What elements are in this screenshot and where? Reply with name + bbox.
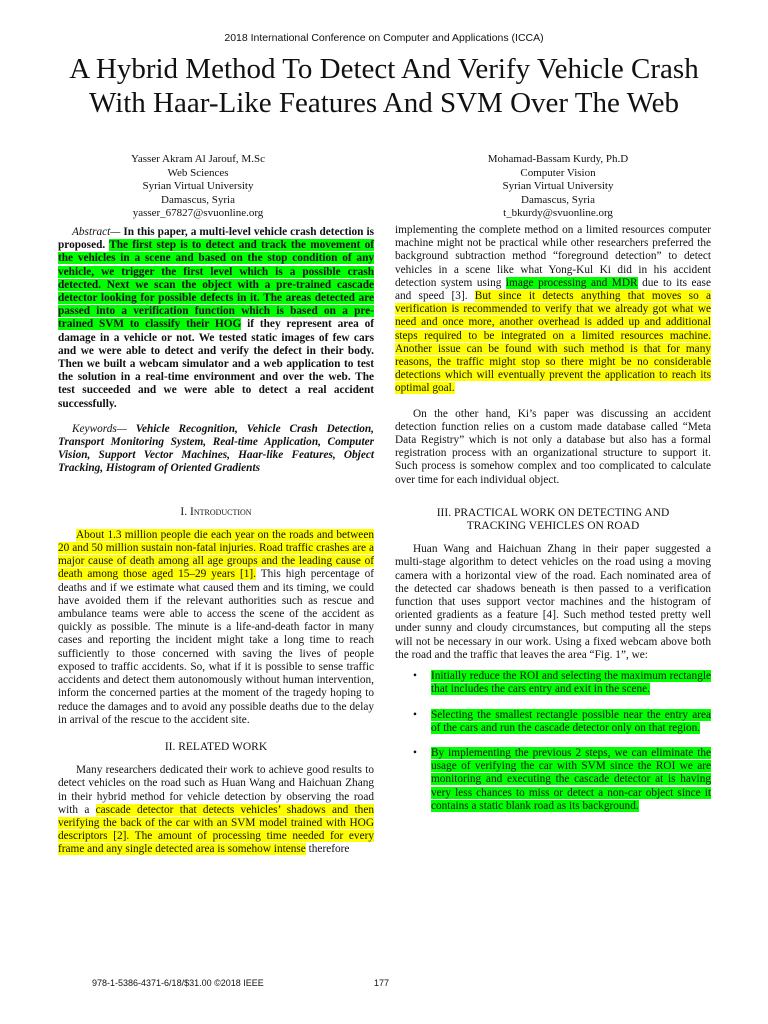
related-highlight: cascade detector that detects vehicles’ shadows and then verifying the back of the car with an SVM model trained with HOG descriptors [2]. The amount of processing time needed for every frame and any single detected area is somehow intense (58, 803, 374, 856)
list-item (395, 670, 711, 696)
bullet-icon: • (413, 746, 417, 759)
related-paragraph (58, 764, 374, 856)
bullet-icon: • (413, 708, 417, 721)
approach-list (395, 670, 711, 813)
conference-header: 2018 International Conference on Computer and Applications (ICCA) (224, 32, 544, 44)
section-heading-related-work: II. RELATED WORK (164, 740, 268, 753)
related-tail: therefore (305, 843, 350, 856)
intro-rest: This high percentage of deaths and if we estimate what caused them and its timing, we could have avoided them if the relevant authorities such as rescue and ambulance teams were able to access the scene of the accident as quickly as possible. The minute is a life-and-death factor in many cases and reporting the incident might take a long time to reach sufficiently to those concerned with saving the lives of people exposed to traffic accidents. So, what if it is possible to sense traffic accidents and detect them autonomously without human intervention, inform the concerned parties at the moment of the tragedy hoping to reduce the damages and to avoid any possible deaths due to the delay in arrival of the rescue to the accident site. (58, 568, 375, 726)
author-org: Syrian Virtual University (142, 180, 254, 192)
p1-yellow-highlight: But since it detects anything that moves so a verification is recommended to verify that we already got what we need and once more, another overhead is added up and additional steps required to be integrated on a limited resources machine. Another issue can be found with such method is that for many reasons, the traffic might stop so there might be no considerable detections which will eventually prevent the application to reach its optimal goal. (395, 290, 711, 395)
continued-paragraph (395, 224, 711, 396)
bullet-text: By implementing the previous 2 steps, we can eliminate the usage of verifying the car with SVM since the ROI we are monitoring and executing the cascade detector at is having very less chances to miss or detect a non-car object since it contains a static blank road as its background. (431, 746, 711, 812)
paper-title: A Hybrid Method To Detect And Verify Vehicle Crash With Haar-Like Features And SVM Over The Web (69, 53, 699, 119)
author-email: yasser_67827@svuonline.org (132, 207, 264, 219)
author-name: Mohamad-Bassam Kurdy, Ph.D (487, 153, 629, 165)
author-dept: Computer Vision (520, 166, 596, 179)
keywords-text: Vehicle Recognition, Vehicle Crash Detection, Transport Monitoring System, Real-time Application, Computer Vision, Support Vector Machines, Haar-like Features, Object Tracking, Histogram of Oriented Gradients (58, 422, 374, 475)
abstract-highlight: The first step is to detect and track the movement of the vehicles in a scene and based on the stop condition of any vehicle, we trigger the first level which is a possible crash detected. Next we scan the object with a pre-trained cascade detector looking for possible defects in it. The areas detected are passed into a verification function which is based on a pre-trained SVM to classify their HOG (58, 239, 375, 331)
practical-paragraph: Huan Wang and Haichuan Zhang in their paper suggested a multi-stage algorithm to detect vehicles on the road using a moving camera with a horizontal view of the road. Each nominated area of the detected car shadows beneath is then passed to a verification function that uses support vector machines and the histogram of oriented gradients as a feature [4]. Such method tested pretty well under sunny and cloudy circumstances, but computing all the steps will not be necessary in our work. Using a fixed webcam above both the road and the traffic that leaves the area “Fig. 1”, we: (395, 543, 711, 661)
section-heading-line1: III. PRACTICAL WORK ON DETECTING AND (436, 506, 670, 519)
footer-isbn: 978-1-5386-4371-6/18/$31.00 ©2018 IEEE (92, 978, 264, 988)
abstract (58, 226, 374, 411)
author-dept: Web Sciences (167, 166, 229, 179)
p1-green-highlight: image processing and MDR (505, 276, 638, 289)
section-number: I. (180, 505, 188, 518)
intro-highlight: About 1.3 million people die each year on the roads and between 20 and 50 million sustain non-fatal injuries. Road traffic crashes are a major cause of death among all age groups and the leading cause of death among those aged 15–29 years [1]. (58, 528, 374, 581)
abstract-rest: if they represent area of damage in a vehicle or not. We tested static images of few cars and we were able to detect and verify the defect in their body. Then we built a webcam simulator and a web application to test the solution in a real-time environment and over the web. The test succeeded and we were able to detect a real accident successfully. (58, 318, 374, 410)
page-number: 177 (374, 978, 390, 988)
section-title: Introduction (189, 505, 252, 518)
list-item (395, 747, 711, 813)
section-heading-introduction (58, 506, 374, 519)
left-column (58, 226, 374, 857)
p1-mid: due to its ease and speed [3]. (395, 276, 711, 303)
author-block-2 (448, 153, 668, 221)
author-email: t_bkurdy@svuonline.org (503, 207, 613, 219)
author-block-1 (88, 153, 308, 221)
abstract-lead: In this paper, a multi-level vehicle crash detection is proposed. (58, 226, 374, 252)
author-city: Damascus, Syria (521, 193, 595, 206)
section-heading-practical-work (395, 507, 711, 533)
right-column (395, 224, 711, 813)
abstract-label: Abstract— (72, 226, 121, 238)
related-lead: Many researchers dedicated their work to achieve good results to detect vehicles on the road such as Huan Wang and Haichuan Zhang in their hybrid method for vehicle detection by observing the road with a (58, 764, 374, 816)
bullet-text: Selecting the smallest rectangle possible near the entry area of the cars and run the cascade detector only on that region. (431, 708, 711, 734)
p1-lead: implementing the complete method on a limited resources computer machine might not be practical while other researchers preferred the background subtraction method “foreground detection” to detect vehicles in a scene like what Yong-Kul Ki did in his accident detection system using (395, 224, 711, 289)
keywords-label: Keywords— (72, 422, 127, 435)
bullet-text: Initially reduce the ROI and selecting the maximum rectangle that includes the cars entry and exit in the scene. (431, 670, 711, 696)
section-heading-line2: TRACKING VEHICLES ON ROAD (466, 520, 640, 533)
author-city: Damascus, Syria (161, 193, 235, 206)
intro-paragraph (58, 529, 374, 727)
author-org: Syrian Virtual University (502, 180, 614, 192)
list-item (395, 709, 711, 735)
bullet-icon: • (413, 670, 417, 683)
keywords (58, 423, 374, 476)
ki-paragraph: On the other hand, Ki’s paper was discussing an accident detection function relies on a custom made database called “Meta Data Registry” which is not only a database but also has a formal registration process with an organizational structure to support it. Such process is somehow complex and too complicated to calculate over time for each individual object. (395, 407, 711, 486)
author-name: Yasser Akram Al Jarouf, M.Sc (131, 153, 265, 165)
